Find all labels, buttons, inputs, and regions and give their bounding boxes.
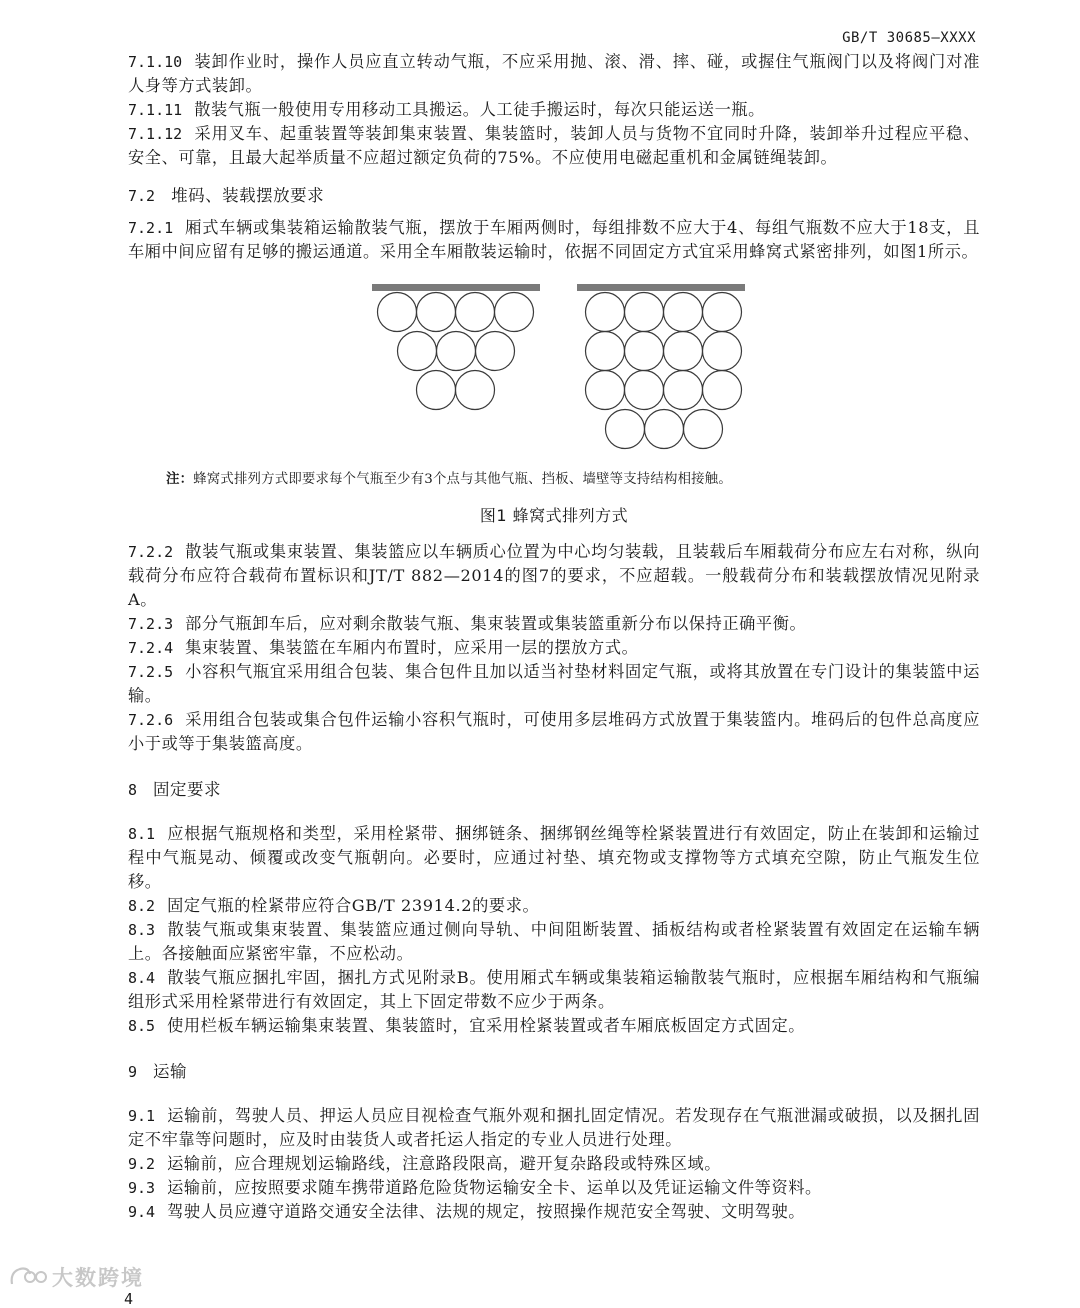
clause-9-3: [128, 1176, 980, 1200]
cylinder-circle: [476, 332, 515, 371]
section-heading-8: [128, 778, 980, 802]
clause-text: 散装气瓶应捆扎牢固，捆扎方式见附录B。使用厢式车辆或集装箱运输散装气瓶时，应根据车厢结构和气瓶编组形式采用栓紧带进行有效固定，其上下固定带数不应少于两条。: [128, 968, 980, 1011]
section-heading-7-2: [128, 184, 980, 208]
clause-text: 采用组合包装或集合包件运输小容积气瓶时，可使用多层堆码方式放置于集装篮内。堆码后的包件总高度应小于或等于集装篮高度。: [128, 710, 980, 753]
cylinder-circle: [664, 371, 703, 410]
section-title: 固定要求: [153, 780, 222, 799]
cylinder-circle: [495, 293, 534, 332]
clause-7-2-5: [128, 660, 980, 708]
section-title: 堆码、装载摆放要求: [171, 186, 325, 205]
clause-number: 9.4: [128, 1203, 156, 1221]
clause-text: 厢式车辆或集装箱运输散装气瓶，摆放于车厢两侧时，每组排数不应大于4、每组气瓶数不应大于18支，且车厢中间应留有足够的搬运通道。采用全车厢散装运输时，依据不同固定方式宜采用蜂窝式紧密排列，如图1所示。: [128, 218, 980, 261]
section-number: 7.2: [128, 187, 156, 205]
cylinder-circle: [684, 410, 723, 449]
section-heading-9: [128, 1060, 980, 1084]
standard-code-header: GB/T 30685—XXXX: [842, 30, 976, 46]
clause-number: 7.2.3: [128, 615, 174, 633]
clause-7-2-1: [128, 216, 980, 264]
cylinder-circle: [625, 332, 664, 371]
honeycomb-left-group: [372, 284, 540, 410]
clause-text: 装卸作业时，操作人员应直立转动气瓶，不应采用抛、滚、滑、摔、碰，或握住气瓶阀门以及将阀门对准人身等方式装卸。: [128, 52, 980, 95]
watermark: [8, 1262, 144, 1292]
clause-7-2-2: [128, 540, 980, 612]
clause-text: 运输前，应合理规划运输路线，注意路段限高，避开复杂路段或特殊区域。: [167, 1154, 722, 1173]
cylinder-circle: [664, 332, 703, 371]
clause-number: 8.2: [128, 897, 156, 915]
cylinder-circle: [417, 293, 456, 332]
clause-number: 9.1: [128, 1107, 156, 1125]
clause-text: 运输前，应按照要求随车携带道路危险货物运输安全卡、运单以及凭证运输文件等资料。: [167, 1178, 822, 1197]
clause-8-4: [128, 966, 980, 1014]
clause-text: 运输前，驾驶人员、押运人员应目视检查气瓶外观和捆扎固定情况。若发现存在气瓶泄漏或破损，以及捆扎固定不牢靠等问题时，应及时由装货人或者托运人指定的专业人员进行处理。: [128, 1106, 980, 1149]
cylinder-circle: [703, 371, 742, 410]
clause-8-3: [128, 918, 980, 966]
clause-text: 散装气瓶一般使用专用移动工具搬运。人工徒手搬运时，每次只能运送一瓶。: [194, 100, 765, 119]
cylinder-circle: [586, 293, 625, 332]
clause-7-1-12: [128, 122, 980, 170]
clause-text: 使用栏板车辆运输集束装置、集装篮时，宜采用栓紧装置或者车厢底板固定方式固定。: [167, 1016, 806, 1035]
watermark-logo-icon: [8, 1264, 48, 1290]
clause-7-1-11: [128, 98, 980, 122]
clause-text: 采用叉车、起重装置等装卸集束装置、集装篮时，装卸人员与货物不宜同时升降，装卸举升过程应平稳、安全、可靠，且最大起举质量不应超过额定负荷的75%。不应使用电磁起重机和金属链绳装卸。: [128, 124, 980, 167]
cylinder-circle: [703, 332, 742, 371]
clause-9-4: [128, 1200, 980, 1224]
cylinder-circle: [645, 410, 684, 449]
clause-number: 8.1: [128, 825, 156, 843]
cylinder-circle: [625, 371, 664, 410]
clause-9-1: [128, 1104, 980, 1152]
clause-number: 8.5: [128, 1017, 156, 1035]
section-number: 9: [128, 1063, 138, 1081]
cylinder-circle: [456, 293, 495, 332]
note-lead: 注：: [166, 472, 194, 487]
cylinder-circle: [664, 293, 703, 332]
clause-number: 7.2.5: [128, 663, 174, 681]
clause-text: 驾驶人员应遵守道路交通安全法律、法规的规定，按照操作规范安全驾驶、文明驾驶。: [167, 1202, 806, 1221]
cylinder-circle: [586, 332, 625, 371]
page-number: 4: [124, 1290, 134, 1308]
note-text: 蜂窝式排列方式即要求每个气瓶至少有3个点与其他气瓶、挡板、墙壁等支持结构相接触。: [193, 472, 732, 487]
clause-text: 小容积气瓶宜采用组合包装、集合包件且加以适当衬垫材料固定气瓶，或将其放置在专门设计的集装篮中运输。: [128, 662, 980, 705]
clause-text: 散装气瓶或集束装置、集装篮应以车辆质心位置为中心均匀装载，且装载后车厢载荷分布应左右对称，纵向载荷分布应符合载荷布置标识和JT/T 882—2014的图7的要求，不应超载。一般载荷分布和装载摆放情况见附录A。: [128, 542, 980, 609]
clause-7-1-10: [128, 50, 980, 98]
clause-number: 7.1.10: [128, 53, 183, 71]
cylinder-circle: [398, 332, 437, 371]
clause-8-2: [128, 894, 980, 918]
clause-number: 7.2.1: [128, 219, 174, 237]
clause-number: 8.3: [128, 921, 156, 939]
clause-number: 9.2: [128, 1155, 156, 1173]
clause-number: 7.1.12: [128, 125, 183, 143]
cylinder-circle: [417, 371, 456, 410]
cylinder-circle: [437, 332, 476, 371]
baffle-bar: [577, 284, 745, 291]
clause-7-2-4: [128, 636, 980, 660]
clause-8-1: [128, 822, 980, 894]
clause-text: 应根据气瓶规格和类型，采用栓紧带、捆绑链条、捆绑钢丝绳等栓紧装置进行有效固定，防止在装卸和运输过程中气瓶晃动、倾覆或改变气瓶朝向。必要时，应通过衬垫、填充物或支撑物等方式填充空隙，防止气瓶发生位移。: [128, 824, 980, 891]
section-number: 8: [128, 781, 138, 799]
clause-number: 8.4: [128, 969, 156, 987]
clause-9-2: [128, 1152, 980, 1176]
clause-number: 7.2.2: [128, 543, 174, 561]
watermark-text: 大数跨境: [52, 1266, 144, 1290]
figure-1-honeycomb: [128, 284, 980, 464]
page-content: [128, 50, 980, 1224]
clause-number: 7.1.11: [128, 101, 183, 119]
clause-number: 9.3: [128, 1179, 156, 1197]
clause-number: 7.2.4: [128, 639, 174, 657]
figure-note: [128, 470, 980, 490]
cylinder-circle: [606, 410, 645, 449]
baffle-bar: [372, 284, 540, 291]
cylinder-circle: [703, 293, 742, 332]
section-title: 运输: [153, 1062, 188, 1081]
clause-text: 固定气瓶的栓紧带应符合GB/T 23914.2的要求。: [167, 896, 540, 915]
clause-text: 散装气瓶或集束装置、集装篮应通过侧向导轨、中间阻断装置、插板结构或者栓紧装置有效固定在运输车辆上。各接触面应紧密牢靠，不应松动。: [128, 920, 980, 963]
honeycomb-right-group: [577, 284, 745, 449]
clause-7-2-6: [128, 708, 980, 756]
clause-number: 7.2.6: [128, 711, 174, 729]
cylinder-circle: [625, 293, 664, 332]
cylinder-circle: [378, 293, 417, 332]
cylinder-circle: [586, 371, 625, 410]
clause-text: 部分气瓶卸车后，应对剩余散装气瓶、集束装置或集装篮重新分布以保持正确平衡。: [185, 614, 807, 633]
clause-text: 集束装置、集装篮在车厢内布置时，应采用一层的摆放方式。: [185, 638, 639, 657]
figure-caption: 图1 蜂窝式排列方式: [479, 506, 629, 525]
clause-8-5: [128, 1014, 980, 1038]
honeycomb-diagram: [128, 284, 980, 464]
cylinder-circle: [456, 371, 495, 410]
clause-7-2-3: [128, 612, 980, 636]
